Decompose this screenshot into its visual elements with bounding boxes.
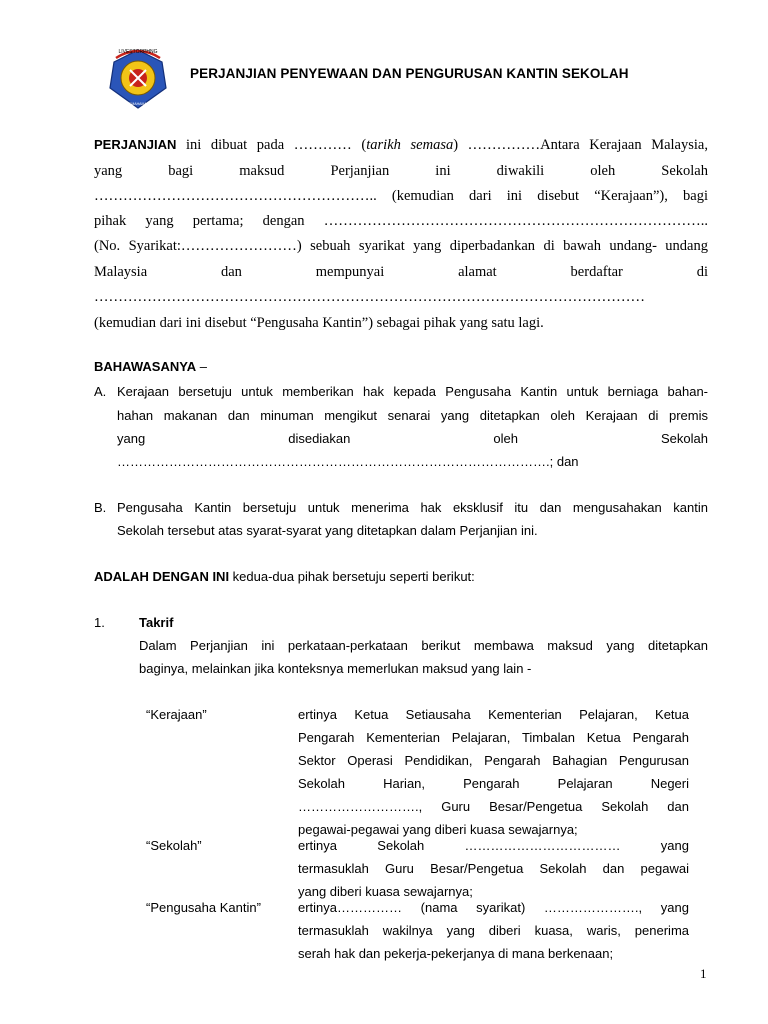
- section-1-line-2: baginya, melainkan jika konteksnya memerlukan maksud yang lain -: [139, 661, 532, 676]
- preamble-line-3: ………………………………………………….. (kemudian dari ini disebut “Kerajaan”), bagi: [94, 188, 708, 204]
- logo-top-text: LIVESTORPHNG: [118, 49, 158, 55]
- definition-sekolah-line-1: ertinya Sekolah ……………………………… yang: [298, 838, 689, 853]
- clause-a-marker: A.: [94, 384, 107, 399]
- preamble-line-8: (kemudian dari ini disebut “Pengusaha Kantin”) sebagai pihak yang satu lagi.: [94, 315, 544, 331]
- bahawasanya-heading: [94, 358, 207, 376]
- clause-b-line-2: Sekolah tersebut atas syarat-syarat yang ditetapkan dalam Perjanjian ini.: [117, 523, 538, 538]
- clause-a-line-1: Kerajaan bersetuju untuk memberikan hak kepada Pengusaha Kantin untuk berniaga bahan-: [117, 384, 708, 399]
- section-1-number: 1.: [94, 615, 105, 630]
- school-crest-logo: [104, 44, 172, 114]
- definition-kerajaan-line-5: ………………………., Guru Besar/Pengetua Sekolah dan: [298, 799, 689, 814]
- definition-sekolah-line-2: termasuklah Guru Besar/Pengetua Sekolah dan pegawai: [298, 861, 689, 876]
- adalah-line: [94, 568, 475, 586]
- preamble-bold: PERJANJIAN: [94, 137, 177, 152]
- definition-kerajaan-line-1: ertinya Ketua Setiausaha Kementerian Pelajaran, Ketua: [298, 707, 689, 722]
- preamble-line-7: ……………………………………………………………………………………………………: [94, 289, 645, 305]
- preamble-line-6: Malaysia dan mempunyai alamat berdaftar di: [94, 264, 708, 280]
- section-1-heading: Takrif: [139, 615, 174, 630]
- definition-kerajaan-line-4: Sekolah Harian, Pengarah Pelajaran Negeri: [298, 776, 689, 791]
- preamble-line-2: yang bagi maksud Perjanjian ini diwakili oleh Sekolah: [94, 163, 708, 179]
- page-number: 1: [700, 966, 707, 981]
- clause-b-marker: B.: [94, 500, 107, 515]
- adalah-rest: kedua-dua pihak bersetuju seperti berikut:: [229, 569, 475, 584]
- definition-sekolah-line-3: yang diberi kuasa sewajarnya;: [298, 884, 473, 899]
- bahawasanya-dash: –: [196, 359, 207, 374]
- definition-term-sekolah: “Sekolah”: [146, 838, 202, 853]
- definition-kerajaan-line-6: pegawai-pegawai yang diberi kuasa sewajarnya;: [298, 822, 578, 837]
- preamble-l1b: ) ……………Antara Kerajaan Malaysia,: [453, 137, 708, 153]
- document-title: PERJANJIAN PENYEWAAN DAN PENGURUSAN KANTIN SEKOLAH: [190, 66, 629, 81]
- logo-bottom-text: KEMAHAMAN: [126, 102, 150, 106]
- preamble-line-1: [94, 136, 708, 154]
- clause-a-line-4: ……………………………………………………………………………………….; dan: [117, 454, 579, 469]
- preamble-line-4: pihak yang pertama; dengan ……………………………………………………………………..: [94, 213, 708, 229]
- definition-kerajaan-line-2: Pengarah Kementerian Pelajaran, Timbalan Ketua Pengarah: [298, 730, 689, 745]
- definition-kerajaan-line-3: Sektor Operasi Pendidikan, Pengarah Bahagian Pengurusan: [298, 753, 689, 768]
- bahawasanya-bold: BAHAWASANYA: [94, 359, 197, 374]
- clause-a-line-2: hahan makanan dan minuman mengikut senarai yang ditetapkan oleh Kerajaan di premis: [117, 408, 708, 423]
- clause-a-line-3: yang disediakan oleh Sekolah: [117, 431, 708, 446]
- definition-term-kerajaan: “Kerajaan”: [146, 707, 207, 722]
- definition-pengusaha-line-1: ertinya…………… (nama syarikat) …………………., yang: [298, 900, 689, 915]
- definition-term-pengusaha-kantin: “Pengusaha Kantin”: [146, 900, 261, 915]
- preamble-line-5: (No. Syarikat:……………………) sebuah syarikat yang diperbadankan di bawah undang- undang: [94, 238, 708, 254]
- definition-pengusaha-line-3: serah hak dan pekerja-pekerjanya di mana berkenaan;: [298, 946, 614, 961]
- preamble-l1a: ini dibuat pada ………… (: [176, 137, 367, 153]
- clause-b-line-1: Pengusaha Kantin bersetuju untuk menerima hak eksklusif itu dan mengusahakan kantin: [117, 500, 708, 515]
- section-1-line-1: Dalam Perjanjian ini perkataan-perkataan berikut membawa maksud yang ditetapkan: [139, 638, 708, 653]
- preamble-l1-italic: tarikh semasa: [366, 137, 454, 153]
- adalah-bold: ADALAH DENGAN INI: [94, 569, 230, 584]
- definition-pengusaha-line-2: termasuklah wakilnya yang diberi kuasa, waris, penerima: [298, 923, 689, 938]
